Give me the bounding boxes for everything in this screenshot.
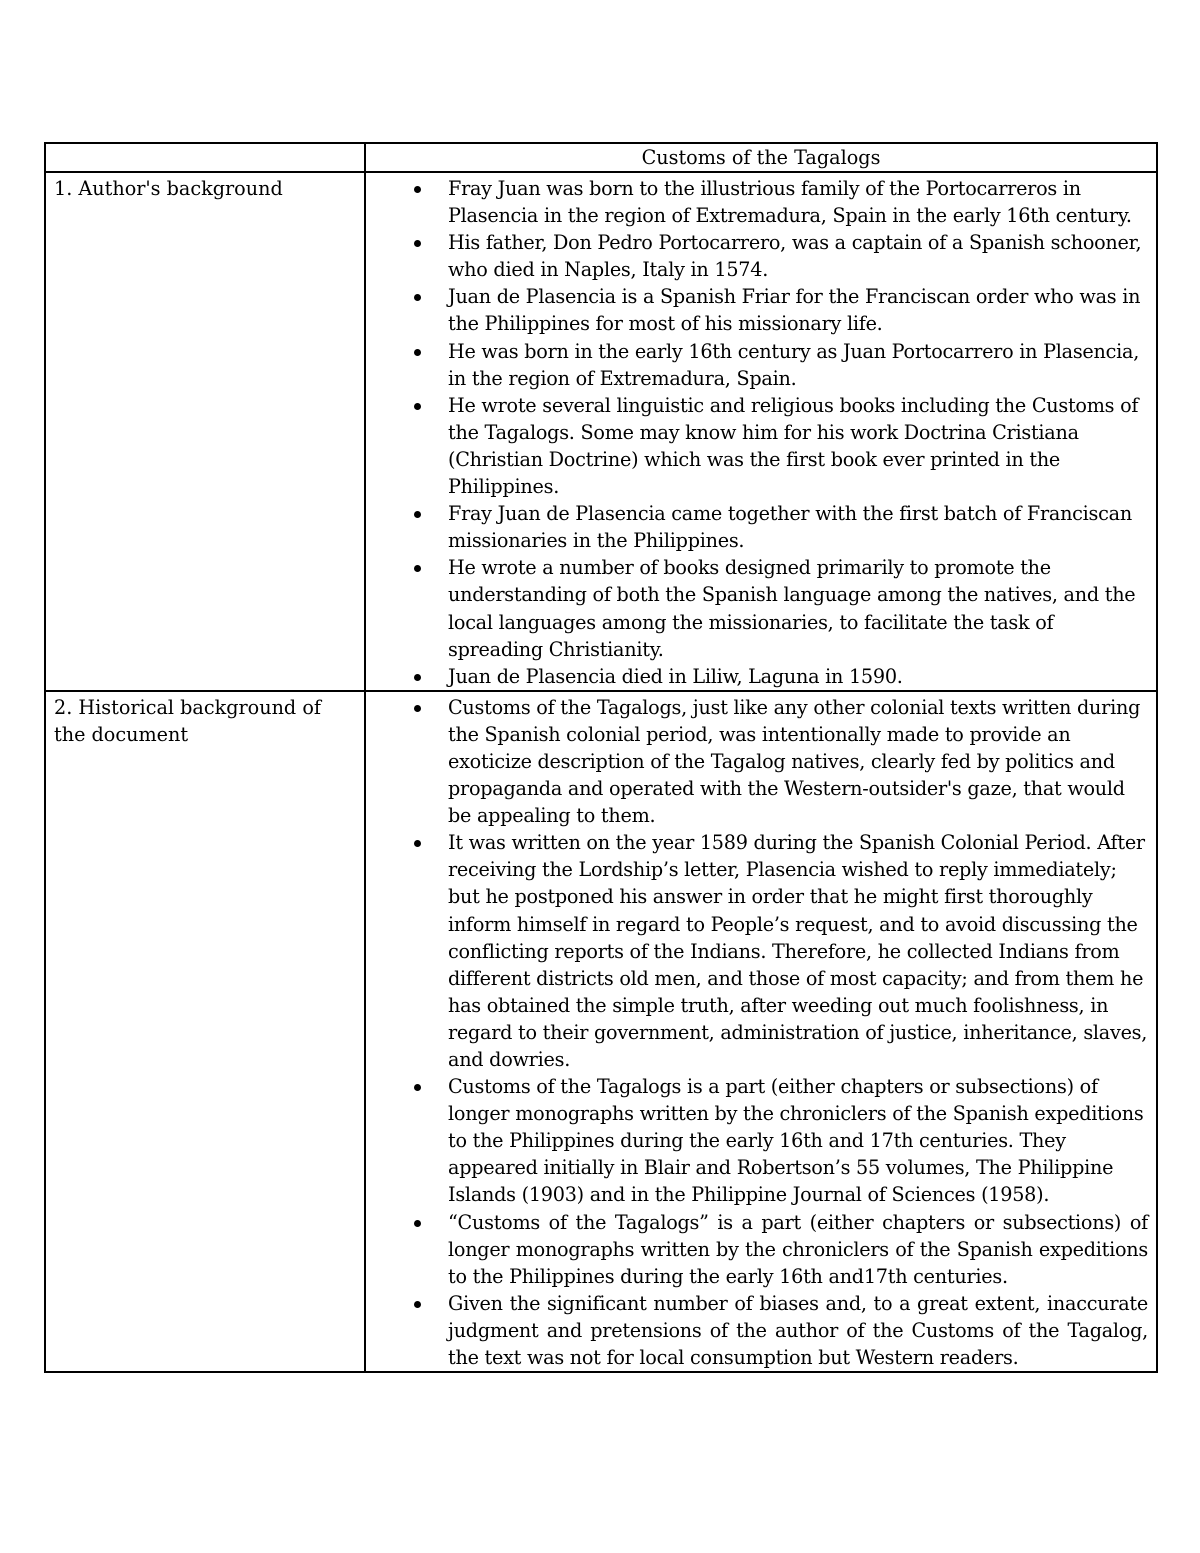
bullet-list xyxy=(366,173,1156,690)
bullet-list xyxy=(366,692,1156,1371)
row-label-cell xyxy=(45,691,365,1372)
list-item xyxy=(448,554,1148,662)
header-left-cell xyxy=(45,143,365,172)
list-item-text: His father, Don Pedro Portocarrero, was a captain of a Spanish schooner, who died in Naples, Italy in 1574. xyxy=(448,231,1142,282)
bullet-icon xyxy=(414,186,421,193)
list-item-text: Juan de Plasencia died in Liliw, Laguna in 1590. xyxy=(448,664,903,688)
row-content-cell xyxy=(365,172,1157,691)
bullet-icon xyxy=(414,240,421,247)
list-item xyxy=(448,392,1148,500)
list-item xyxy=(448,338,1148,392)
list-item-text: Fray Juan de Plasencia came together with the first batch of Franciscan missionaries in the Philippines. xyxy=(448,502,1132,553)
row-label-cell xyxy=(45,172,365,691)
list-item xyxy=(448,694,1148,829)
header-title-cell: Customs of the Tagalogs xyxy=(365,143,1157,172)
list-item xyxy=(448,229,1148,283)
bullet-icon xyxy=(414,349,421,356)
table-row-historical-background xyxy=(45,691,1157,1372)
list-item-text: Juan de Plasencia is a Spanish Friar for the Franciscan order who was in the Philippines for most of his missionary life. xyxy=(448,285,1141,336)
list-item xyxy=(448,663,1148,690)
list-item-text: He wrote a number of books designed primarily to promote the understanding of both the Spanish language among the natives, and the local languages among the missionaries, to facilitate the task of spreading Christianity. xyxy=(448,556,1136,661)
list-item xyxy=(448,500,1148,554)
list-item-text: Given the significant number of biases and, to a great extent, inaccurate judgment and pretensions of the author of the Customs of the Tagalog, the text was not for local consumption but Western readers. xyxy=(448,1291,1148,1370)
list-item xyxy=(448,283,1148,337)
list-item-text: He was born in the early 16th century as Juan Portocarrero in Plasencia, in the region of Extremadura, Spain. xyxy=(448,339,1140,390)
row-label: 1. Author's background xyxy=(54,177,283,200)
bullet-icon xyxy=(414,674,421,681)
bullet-icon xyxy=(414,705,421,712)
table-row-author-background xyxy=(45,172,1157,691)
row-label: 2. Historical background of the document xyxy=(54,695,328,746)
bullet-icon xyxy=(414,840,421,847)
bullet-icon xyxy=(414,294,421,301)
bullet-icon xyxy=(414,1084,421,1091)
list-item-text: Fray Juan was born to the illustrious family of the Portocarreros in Plasencia in the region of Extremadura, Spain in the early 16th century. xyxy=(448,177,1132,228)
bullet-icon xyxy=(414,511,421,518)
list-item xyxy=(448,1073,1148,1208)
list-item xyxy=(448,1209,1148,1290)
list-item xyxy=(448,1290,1148,1371)
bullet-icon xyxy=(414,1301,421,1308)
bullet-icon xyxy=(414,565,421,572)
document-page xyxy=(44,142,1156,1373)
customs-table xyxy=(44,142,1158,1373)
bullet-icon xyxy=(414,1220,421,1227)
list-item xyxy=(448,829,1148,1073)
row-content-cell xyxy=(365,691,1157,1372)
list-item-text: Customs of the Tagalogs is a part (either chapters or subsections) of longer monographs written by the chroniclers of the Spanish expeditions to the Philippines during the early 16th and 17th centuries. They appeared initially in Blair and Robertson’s 55 volumes, The Philippine Islands (1903) and in the Philippine Journal of Sciences (1958). xyxy=(448,1075,1144,1207)
list-item-text: He wrote several linguistic and religious books including the Customs of the Tagalogs. Some may know him for his work Doctrina Cristiana (Christian Doctrine) which was the first book ever printed in the Philippines. xyxy=(448,393,1139,499)
list-item-text: It was written on the year 1589 during the Spanish Colonial Period. After receiving the Lordship’s letter, Plasencia wished to reply immediately; but he postponed his answer in order that he might first thoroughly inform himself in regard to People’s request, and to avoid discussing the conflicting reports of the Indians. Therefore, he collected Indians from different districts old men, and those of most capacity; and from them he has obtained the simple truth, after weeding out much foolishness, in regard to their government, administration of justice, inheritance, slaves, and dowries. xyxy=(448,831,1148,1071)
table-header-row xyxy=(45,143,1157,172)
list-item-text: “Customs of the Tagalogs” is a part (either chapters or subsections) of longer monographs written by the chroniclers of the Spanish expeditions to the Philippines during the early 16th and17th centuries. xyxy=(448,1210,1148,1288)
list-item-text: Customs of the Tagalogs, just like any other colonial texts written during the Spanish colonial period, was intentionally made to provide an exoticize description of the Tagalog natives, clearly fed by politics and propaganda and operated with the Western-outsider's gaze, that would be appealing to them. xyxy=(448,695,1141,828)
list-item xyxy=(448,175,1148,229)
bullet-icon xyxy=(414,403,421,410)
